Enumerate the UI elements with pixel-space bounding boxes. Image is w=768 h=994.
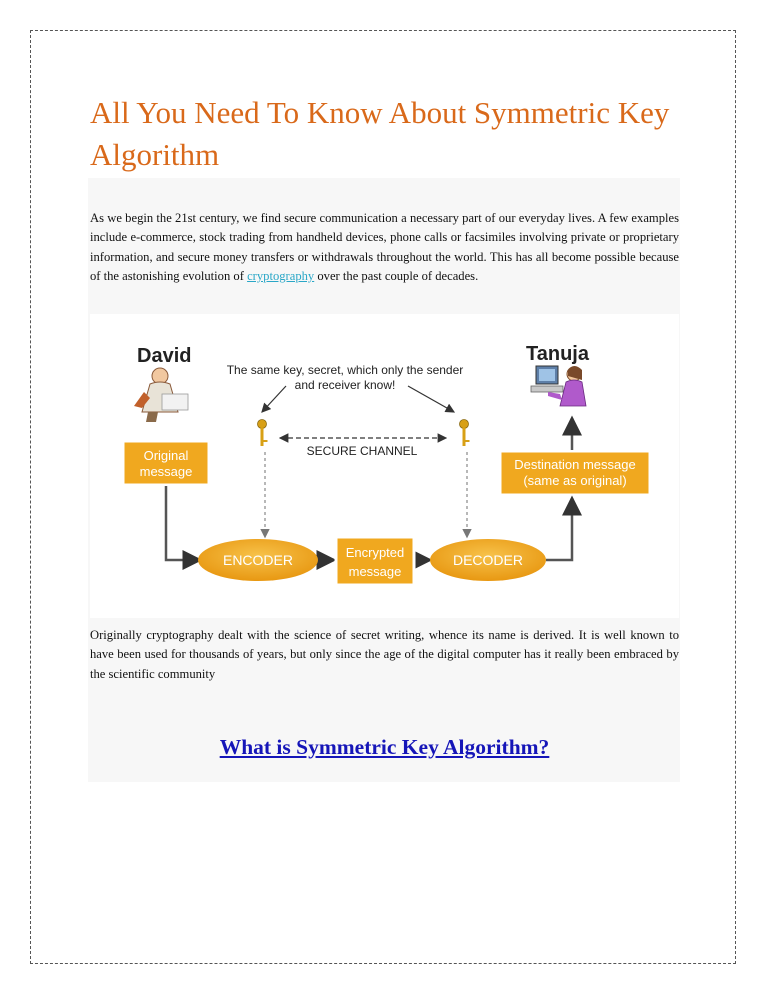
- encrypted-message-box: [336, 537, 414, 585]
- encrypted-message-line2: message: [348, 564, 402, 579]
- destination-message-box: [500, 451, 650, 495]
- tanuja-figure-icon: [531, 366, 586, 406]
- key-note-line2: and receiver know!: [294, 378, 396, 392]
- document-title: All You Need To Know About Symmetric Key Algorithm: [90, 95, 670, 172]
- intro-paragraph: [90, 209, 679, 286]
- secure-channel-label: SECURE CHANNEL: [306, 444, 418, 458]
- sender-key-icon: [258, 420, 268, 447]
- key-note-line1: The same key, secret, which only the sender: [226, 363, 464, 377]
- original-message-line2: message: [139, 464, 193, 479]
- original-message-box: [123, 441, 209, 485]
- sender-name: David: [137, 345, 192, 367]
- destination-message-line2: (same as original): [523, 473, 627, 488]
- encoder-label: ENCODER: [222, 552, 294, 568]
- destination-message-line1: Destination message: [514, 457, 636, 472]
- encrypted-message-line1: Encrypted: [345, 545, 405, 560]
- receiver-name: Tanuja: [526, 343, 589, 365]
- section-heading: What is Symmetric Key Algorithm?: [219, 735, 550, 759]
- cryptography-link[interactable]: cryptography: [247, 268, 315, 283]
- decoder-label: DECODER: [452, 552, 524, 568]
- intro-text-after: over the past couple of decades.: [314, 268, 479, 283]
- history-paragraph: Originally cryptography dealt with the science of secret writing, whence its name is derived. It is well known to have been used for thousands of years, but only since the age of the digital computer has it really been embraced by the scientific community: [90, 628, 679, 681]
- original-message-line1: Original: [143, 448, 189, 463]
- intro-text-before: As we begin the 21st century, we find secure communication a necessary part of our everyday lives. A few examples include e-commerce, stock trading from handheld devices, phone calls or facsimiles involving private or proprietary information, and secure money transfers or withdrawals throughout the world. This has all become possible because of the astonishing evolution of: [90, 211, 679, 283]
- encoder-node: [198, 539, 318, 581]
- symmetric-key-diagram: [90, 314, 679, 618]
- david-figure-icon: [134, 368, 188, 422]
- decoder-node: [430, 539, 546, 581]
- receiver-key-icon: [460, 420, 470, 447]
